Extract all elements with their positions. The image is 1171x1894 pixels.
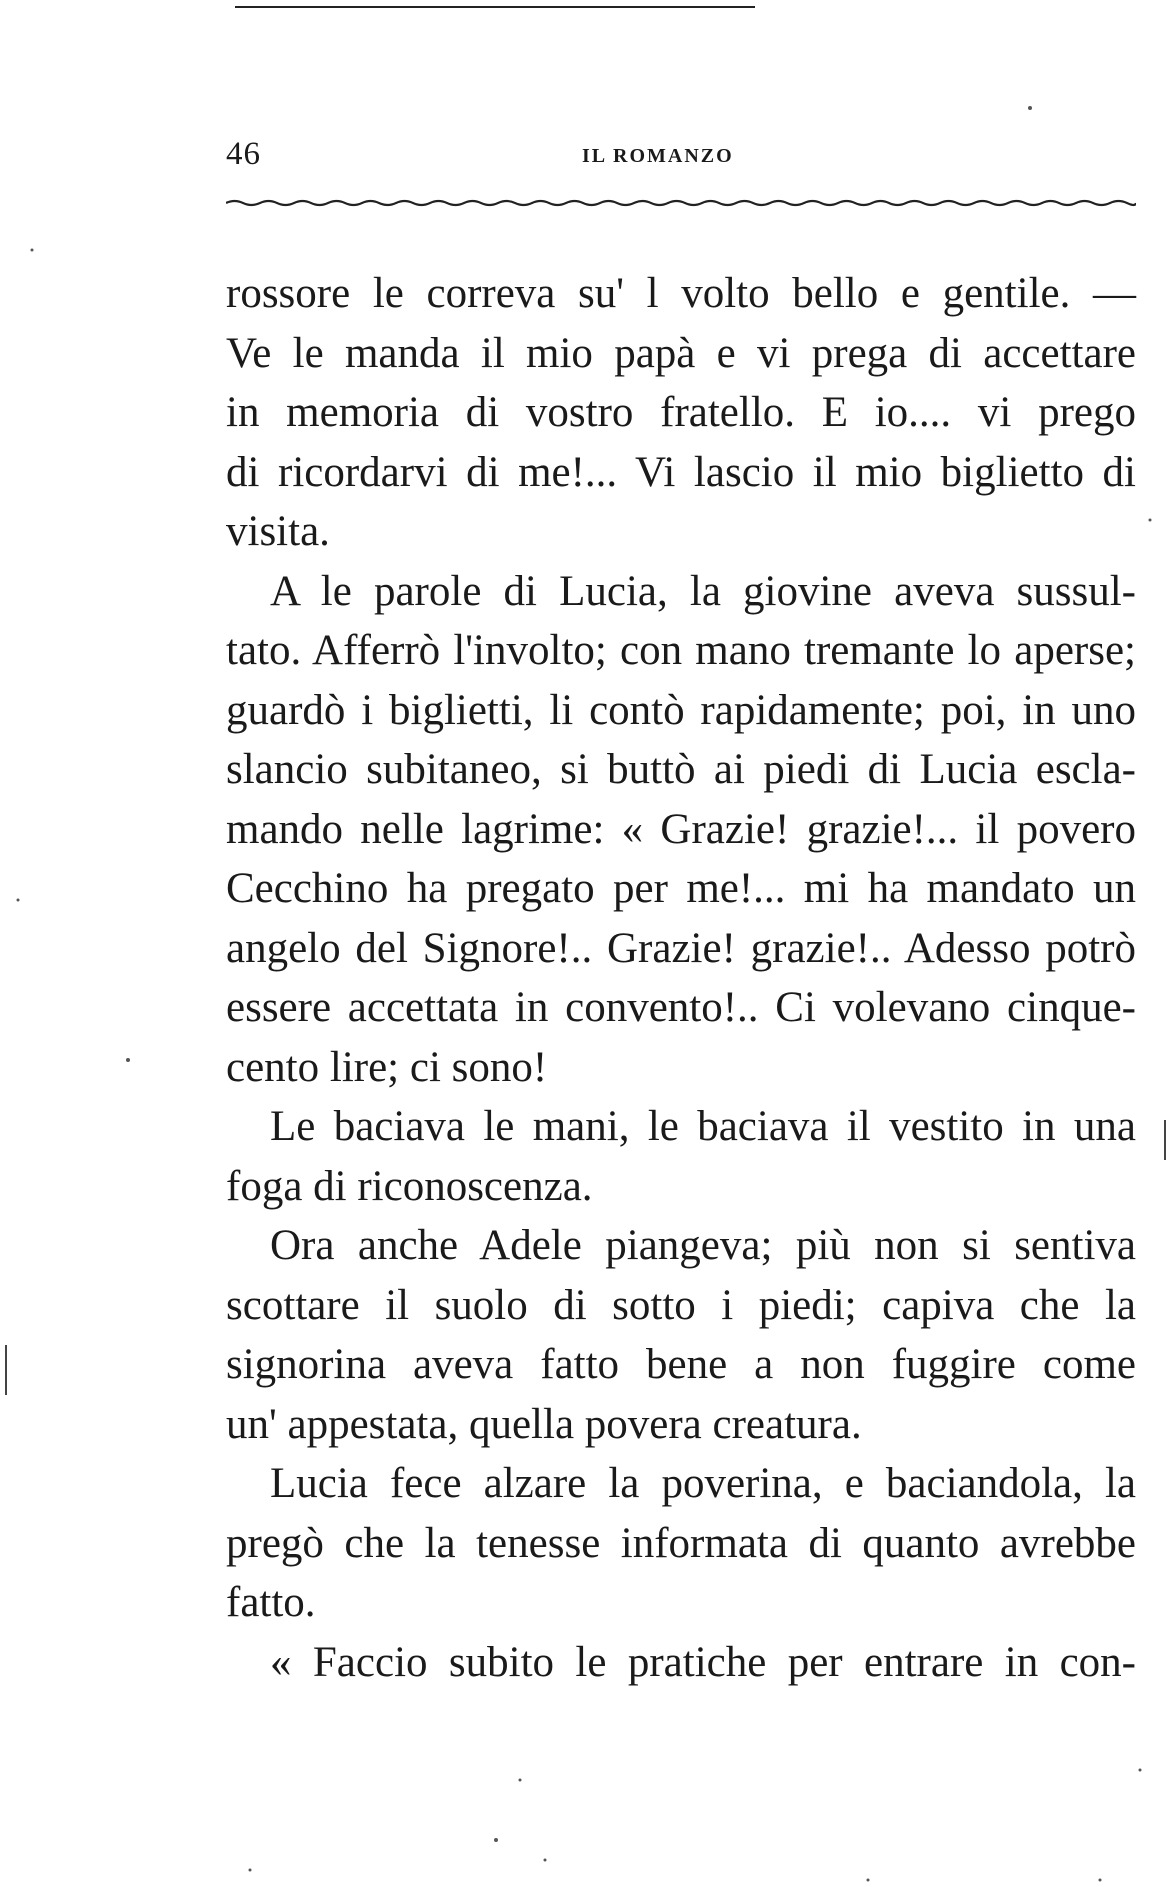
text-line: angelo del Signore!.. Grazie! grazie!.. Adesso potrò xyxy=(226,924,1136,972)
text-line: Ora anche Adele piangeva; più non si sentiva xyxy=(270,1222,1136,1269)
text-line: slancio subitaneo, si buttò ai piedi di Lucia escla- xyxy=(226,746,1136,793)
text-line: mando nelle lagrime: « Grazie! grazie!... il povero xyxy=(226,805,1136,853)
text-line: foga di riconoscenza. xyxy=(226,1162,593,1210)
running-head: IL ROMANZO xyxy=(582,145,734,167)
text-line: in memoria di vostro fratello. E io.... vi prego xyxy=(226,389,1136,436)
text-line: cento lire; ci sono! xyxy=(226,1043,548,1091)
text-line: scottare il suolo di sotto i piedi; capiva che la xyxy=(226,1281,1136,1329)
text-line: essere accettata in convento!.. Ci volevano cinque- xyxy=(226,984,1136,1031)
text-line: signorina aveva fatto bene a non fuggire come xyxy=(226,1341,1136,1388)
text-line: Ve le manda il mio papà e vi prega di accettare xyxy=(226,329,1136,377)
text-line: Lucia fece alzare la poverina, e baciandola, la xyxy=(270,1460,1136,1507)
text-line: visita. xyxy=(226,508,330,555)
text-line: A le parole di Lucia, la giovine aveva sussul- xyxy=(270,567,1136,615)
page-number: 46 xyxy=(226,136,261,172)
text-line: un' appestata, quella povera creatura. xyxy=(226,1400,862,1448)
text-line: di ricordarvi di me!... Vi lascio il mio biglietto di xyxy=(226,448,1136,496)
text-line: rossore le correva su' l volto bello e gentile. — xyxy=(226,270,1136,317)
text-line: Le baciava le mani, le baciava il vestito in una xyxy=(270,1103,1136,1150)
text-line: Cecchino ha pregato per me!... mi ha mandato un xyxy=(226,865,1136,912)
text-line: pregò che la tenesse informata di quanto avrebbe xyxy=(226,1519,1136,1567)
text-line: « Faccio subito le pratiche per entrare in con- xyxy=(270,1638,1136,1686)
text-line: fatto. xyxy=(226,1579,316,1626)
text-line: guardò i biglietti, li contò rapidamente; poi, in uno xyxy=(226,686,1136,734)
text-line: tato. Afferrò l'involto; con mano tremante lo aperse; xyxy=(226,627,1136,674)
